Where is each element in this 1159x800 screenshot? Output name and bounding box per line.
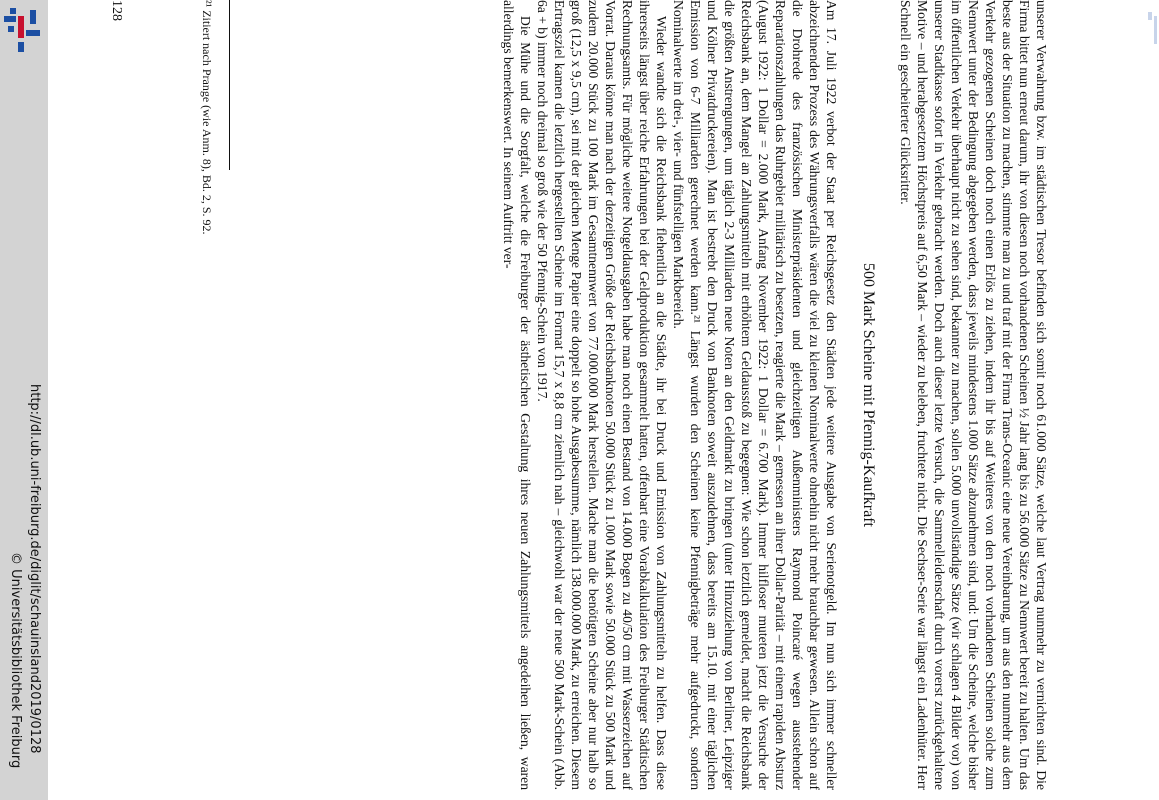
paragraph: Die Mühe und die Sorgfalt, welche die Freiburger der ästhetischen Gestaltung ihres neuen Zahlungsmittels angedeihen ließen, waren allerdings bemerkenswert. In seinem Auftritt ver- (501, 0, 533, 790)
university-logo-icon (0, 0, 48, 60)
page-number: 128 (109, 0, 124, 21)
footnote: ²¹ Zitiert nach Prange (wie Anm. 8), Bd. 2, S. 92. (200, 0, 214, 235)
copyright-notice: © Universitätsbibliothek Freiburg (8, 552, 23, 769)
permalink-url[interactable]: http://dl.ub.uni-freiburg.de/diglit/schauinsland2019/0128 (27, 384, 42, 754)
body-text (500, 0, 1050, 790)
viewer-sidebar (0, 0, 48, 800)
paragraph: Am 17. Juli 1922 verbot der Staat per Reichsgesetz den Städten jede weitere Ausgabe von Serienotgeld. Im nun sich immer schneller abzeichnenden Prozess des Währungsverfalls wären die viel zu kleinen Nominalwerte ohnehin nicht mehr brauchbar gewesen. Allein schon auf die Drohrede des französischen Ministerpräsidenten und gleichzeitigen Außenministers Raymond Poincaré wegen ausstehender Reparationszahlungen das Ruhrgebiet militärisch zu besetzen, reagierte die Mark – gemessen an ihrer Dollar-Parität – mit einem rapiden Absturz (August 1922: 1 Dollar = 2.000 Mark, Anfang November 1922: 1 Dollar = 6.700 Mark). Immer hilfloser muteten jetzt die Versuche der Reichsbank an, dem Mangel an Zahlungsmitteln mit erhöhtem Geldausstoß zu begegnen: Wie schon letztlich gemeldet, macht die Reichsbank die größten Anstrengungen, um täglich 2-3 Milliarden neue Noten an den Geldmarkt zu bringen (unter Hinzuziehung von Berliner, Leipziger und Kölner Privatdruckereien). Man ist bestrebt den Druck von Banknoten soweit auszudehnen, dass bereits am 15.10. mit einer täglichen Emission von 6-7 Milliarden gerechnet werden kann.²¹ Längst wurden den Scheinen keine Pfennigbeträge mehr aufgedruckt, sondern Nominalwerte im drei-, vier- und fünfstelligen Markbereich. (671, 0, 839, 790)
paragraph: unserer Verwahrung bzw. im städtischen Tresor befinden sich somit noch 61.000 Sätze, welche laut Vertrag nunmehr zu vernichten sind. Die Firma bittet nun erneut darum, ihr von diesen noch vorhandenen Scheinen ½ Jahr lang bis zu 56.000 Sätze zu Nennwert bereit zu halten. Um das beste aus der Situation zu machen, stimmte man zu und traf mit der Firma Trans-Oceanic eine neue Vereinbarung, um aus den nunmehr aus dem Verkehr gezogenen Scheinen doch noch einen Erlös zu ziehen, indem ihr bis auf Weiteres von den noch vorhandenen Scheinen solche zum Nennwert unter der Bedingung abgegeben werden, dass jeweils mindestens 1.000 Sätze abzunehmen sind, und: Um die Scheine, welche bisher im öffentlichen Verkehr überhaupt nicht zu sehen sind, bekannter zu machen, sollen 5.000 unvollständige Sätze (wir schlagen 4 Bilder vor) von unserer Stadtkasse sofort in Verkehr gebracht werden. Doch auch dieser letzte Versuch, die Sammelleidenschaft durch vorerst zurückgehaltene Motive – und herabgesetztem Höchstpreis auf 6,50 Mark – wieder zu beleben, fruchtete nicht. Die Sechser-Serie war längst ein Ladenhüter. Herr Schnell ein gescheiterter Glücksritter. (898, 0, 1049, 790)
paragraph: Wieder wandte sich die Reichsbank flehentlich an die Städte, ihr bei Druck und Emission von Zahlungsmitteln zu helfen. Dass diese ihrerseits längst über reiche Erfahrungen bei der Geldproduktion gesammelt hatten, offenbart eine Vorabkalkulation des Freiburger Städtischen Rechnungsamts. Für mögliche weitere Notgeldausgaben habe man noch einen Bestand von 14.000 Bogen zu 40/50 cm mit Wasserzeichen auf Vorrat. Daraus könne man nach der derzeitigen Größe der Reichsbanknoten 50.000 Stück zu 1.000 Mark sowie 50.000 Stück zu 500 Mark und zudem 20.000 Stück zu 100 Mark im Gesamtnennwert von 77.000.000 Mark herstellen. Mache man die benötigten Scheine aber nur halb so groß (12,5 x 9,5 cm), sei mit der gleichen Menge Papier eine doppelt so hohe Ausgabesumme, nämlich 138.000.000 Mark, zu erreichen. Diesem Ertragsziel kamen die letztlich hergestellten Scheine im Format 15,7 x 8,8 cm ziemlich nah – gleichwohl war der neue 500 Mark-Schein (Abb. 6a + b) immer noch dreimal so groß wie der 50 Pfennig-Schein von 1917. (535, 0, 669, 790)
page-corner-mark-icon (1146, 12, 1159, 50)
footnote-separator (229, 0, 230, 170)
section-heading: 500 Mark Scheine mit Pfennig-Kaufkraft (860, 263, 877, 527)
scanned-page (60, 0, 1050, 790)
